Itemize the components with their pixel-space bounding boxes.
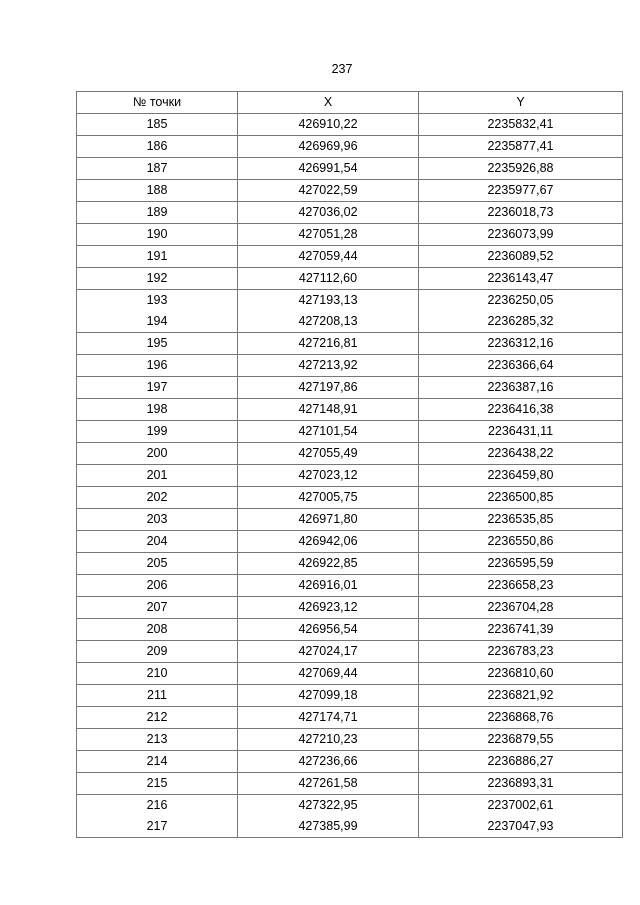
table-row: [77, 663, 623, 685]
table-row: [77, 158, 623, 180]
point-number-cell: 191: [77, 246, 238, 268]
x-cell: 427036,02: [238, 202, 419, 224]
point-number-cell: 201: [77, 465, 238, 487]
x-cell: 426942,06: [238, 531, 419, 553]
y-cell: 2236143,47: [419, 268, 623, 290]
y-cell: 2235832,41: [419, 114, 623, 136]
table-row: [77, 180, 623, 202]
table-row: [77, 707, 623, 729]
point-number-cell: 200: [77, 443, 238, 465]
x-cell: 426991,54: [238, 158, 419, 180]
x-cell: 427024,17: [238, 641, 419, 663]
point-number-cell: 190: [77, 224, 238, 246]
point-number-cell: 206: [77, 575, 238, 597]
point-number-cell: 205: [77, 553, 238, 575]
table-row: [77, 465, 623, 487]
point-number-cell: 188: [77, 180, 238, 202]
point-number-cell: 214: [77, 751, 238, 773]
point-number-cell: 195: [77, 333, 238, 355]
y-cell: 2236868,76: [419, 707, 623, 729]
point-number-cell: 204: [77, 531, 238, 553]
x-cell: 427213,92: [238, 355, 419, 377]
y-cell: 2236810,60: [419, 663, 623, 685]
point-number-cell: 217: [77, 816, 238, 838]
point-number-cell: 207: [77, 597, 238, 619]
table-row: [77, 355, 623, 377]
point-number-cell: 215: [77, 773, 238, 795]
table-row: [77, 619, 623, 641]
point-number-cell: 208: [77, 619, 238, 641]
point-number-cell: 193: [77, 290, 238, 312]
table-row: [77, 795, 623, 817]
x-cell: 427197,86: [238, 377, 419, 399]
point-number-cell: 211: [77, 685, 238, 707]
table-row: [77, 377, 623, 399]
header-x: X: [238, 92, 419, 114]
table-row: [77, 509, 623, 531]
point-number-cell: 199: [77, 421, 238, 443]
table-row: [77, 443, 623, 465]
x-cell: 427005,75: [238, 487, 419, 509]
y-cell: 2236366,64: [419, 355, 623, 377]
table-body: [77, 114, 623, 838]
x-cell: 426969,96: [238, 136, 419, 158]
table-row: [77, 641, 623, 663]
y-cell: 2236387,16: [419, 377, 623, 399]
table-row: [77, 685, 623, 707]
table-row: [77, 311, 623, 333]
table-row: [77, 597, 623, 619]
table-row: [77, 487, 623, 509]
y-cell: 2236658,23: [419, 575, 623, 597]
point-number-cell: 209: [77, 641, 238, 663]
x-cell: 427322,95: [238, 795, 419, 817]
y-cell: 2236285,32: [419, 311, 623, 333]
x-cell: 427055,49: [238, 443, 419, 465]
x-cell: 426923,12: [238, 597, 419, 619]
table-row: [77, 268, 623, 290]
x-cell: 427174,71: [238, 707, 419, 729]
x-cell: 426916,01: [238, 575, 419, 597]
x-cell: 426922,85: [238, 553, 419, 575]
x-cell: 427022,59: [238, 180, 419, 202]
table-row: [77, 399, 623, 421]
table-row: [77, 531, 623, 553]
x-cell: 427099,18: [238, 685, 419, 707]
point-number-cell: 185: [77, 114, 238, 136]
point-number-cell: 194: [77, 311, 238, 333]
y-cell: 2236595,59: [419, 553, 623, 575]
header-y: Y: [419, 92, 623, 114]
x-cell: 427193,13: [238, 290, 419, 312]
y-cell: 2237002,61: [419, 795, 623, 817]
y-cell: 2236431,11: [419, 421, 623, 443]
point-number-cell: 196: [77, 355, 238, 377]
point-number-cell: 212: [77, 707, 238, 729]
page-number: 237: [331, 62, 353, 76]
table-row: [77, 114, 623, 136]
y-cell: 2236535,85: [419, 509, 623, 531]
y-cell: 2236893,31: [419, 773, 623, 795]
y-cell: 2236500,85: [419, 487, 623, 509]
x-cell: 427059,44: [238, 246, 419, 268]
table-row: [77, 333, 623, 355]
x-cell: 426956,54: [238, 619, 419, 641]
y-cell: 2236089,52: [419, 246, 623, 268]
y-cell: 2236438,22: [419, 443, 623, 465]
x-cell: 427208,13: [238, 311, 419, 333]
y-cell: 2236250,05: [419, 290, 623, 312]
x-cell: 427051,28: [238, 224, 419, 246]
table-row: [77, 553, 623, 575]
x-cell: 427216,81: [238, 333, 419, 355]
table-row: [77, 136, 623, 158]
y-cell: 2236073,99: [419, 224, 623, 246]
y-cell: 2235977,67: [419, 180, 623, 202]
x-cell: 427210,23: [238, 729, 419, 751]
point-number-cell: 197: [77, 377, 238, 399]
table-header-row: [77, 92, 623, 114]
table-row: [77, 773, 623, 795]
point-number-cell: 187: [77, 158, 238, 180]
y-cell: 2236886,27: [419, 751, 623, 773]
coordinates-table: [76, 91, 623, 838]
y-cell: 2236459,80: [419, 465, 623, 487]
x-cell: 427261,58: [238, 773, 419, 795]
table-row: [77, 224, 623, 246]
y-cell: 2236416,38: [419, 399, 623, 421]
x-cell: 427069,44: [238, 663, 419, 685]
x-cell: 427101,54: [238, 421, 419, 443]
y-cell: 2236312,16: [419, 333, 623, 355]
x-cell: 426910,22: [238, 114, 419, 136]
x-cell: 427385,99: [238, 816, 419, 838]
point-number-cell: 203: [77, 509, 238, 531]
table-row: [77, 575, 623, 597]
point-number-cell: 189: [77, 202, 238, 224]
x-cell: 426971,80: [238, 509, 419, 531]
point-number-cell: 210: [77, 663, 238, 685]
y-cell: 2236821,92: [419, 685, 623, 707]
x-cell: 427236,66: [238, 751, 419, 773]
table-row: [77, 729, 623, 751]
header-point-number: № точки: [77, 92, 238, 114]
x-cell: 427023,12: [238, 465, 419, 487]
point-number-cell: 213: [77, 729, 238, 751]
y-cell: 2236879,55: [419, 729, 623, 751]
point-number-cell: 186: [77, 136, 238, 158]
table-row: [77, 751, 623, 773]
point-number-cell: 198: [77, 399, 238, 421]
y-cell: 2236704,28: [419, 597, 623, 619]
point-number-cell: 202: [77, 487, 238, 509]
y-cell: 2236741,39: [419, 619, 623, 641]
y-cell: 2235877,41: [419, 136, 623, 158]
y-cell: 2236018,73: [419, 202, 623, 224]
x-cell: 427148,91: [238, 399, 419, 421]
y-cell: 2237047,93: [419, 816, 623, 838]
table-row: [77, 290, 623, 312]
table-row: [77, 246, 623, 268]
y-cell: 2236783,23: [419, 641, 623, 663]
y-cell: 2236550,86: [419, 531, 623, 553]
point-number-cell: 216: [77, 795, 238, 817]
x-cell: 427112,60: [238, 268, 419, 290]
table-row: [77, 202, 623, 224]
table-row: [77, 421, 623, 443]
y-cell: 2235926,88: [419, 158, 623, 180]
table-row: [77, 816, 623, 838]
point-number-cell: 192: [77, 268, 238, 290]
